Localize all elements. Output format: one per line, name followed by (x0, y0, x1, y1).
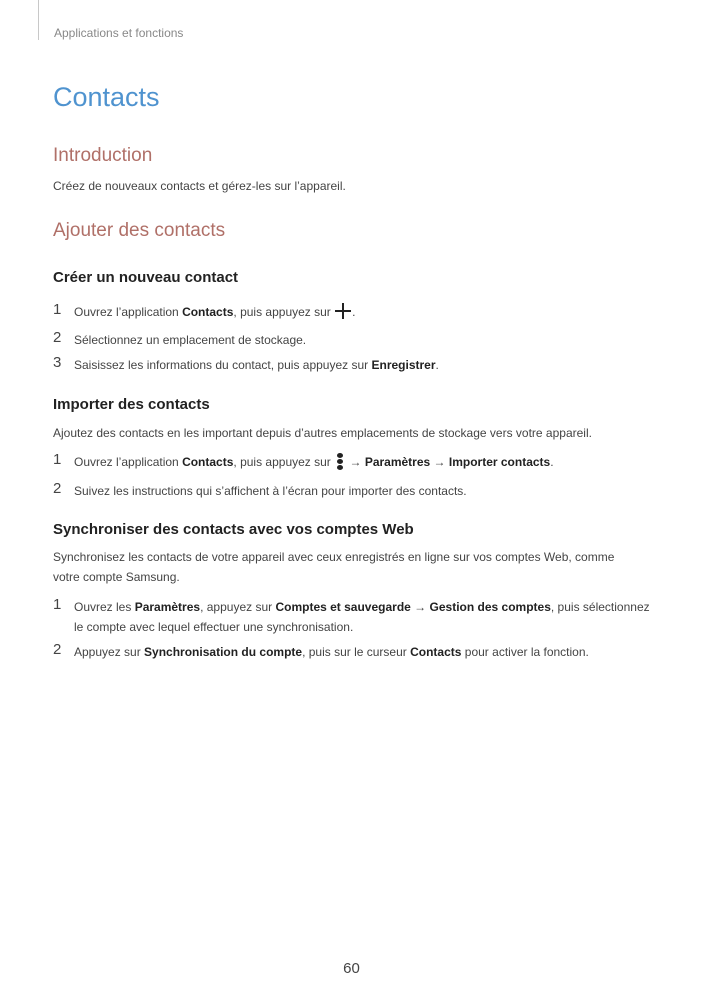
page-number: 60 (343, 960, 360, 977)
import-step-1: 1 Ouvrez l’application Contacts, puis appuyez sur → Paramètres → Importer contacts. (53, 451, 554, 469)
page-title: Contacts (53, 82, 160, 112)
add-contacts-heading: Ajouter des contacts (53, 220, 226, 241)
import-contacts-heading: Importer des contacts (53, 396, 210, 413)
import-step-2: 2 Suivez les instructions qui s’affichent à l’écran pour importer des contacts. (53, 480, 467, 498)
sync-text: Synchronisez les contacts de votre appareil avec ceux enregistrés en ligne sur vos comptes Web, comme votre compte Samsung. (53, 550, 615, 584)
sync-contacts-heading: Synchroniser des contacts avec vos comptes Web (53, 521, 414, 538)
create-step-3: 3 Saisissez les informations du contact, puis appuyez sur Enregistrer. (53, 354, 439, 372)
import-text: Ajoutez des contacts en les important depuis d’autres emplacements de stockage vers votre appareil. (53, 426, 592, 440)
sync-step-2: 2 Appuyez sur Synchronisation du compte, puis sur le curseur Contacts pour activer la fonction. (53, 641, 589, 659)
create-step-2: 2 Sélectionnez un emplacement de stockage. (53, 329, 307, 347)
step-number: 1 (53, 301, 62, 318)
plus-icon (335, 303, 351, 319)
create-contact-heading: Créer un nouveau contact (53, 269, 239, 286)
step-number: 3 (53, 354, 62, 371)
sync-step-1: 1 Ouvrez les Paramètres, appuyez sur Comptes et sauvegarde → Gestion des comptes, puis sélectionnez le compte avec lequel effectuer une synchronisation. (53, 596, 650, 634)
step-number: 1 (53, 451, 62, 468)
step-number: 2 (53, 329, 62, 346)
introduction-heading: Introduction (53, 145, 153, 166)
margin-rule (38, 0, 39, 40)
running-header: Applications et fonctions (54, 26, 184, 40)
more-options-icon (337, 453, 343, 471)
create-step-1: 1 Ouvrez l’application Contacts, puis appuyez sur . (53, 301, 356, 319)
step-number: 1 (53, 596, 62, 613)
introduction-text: Créez de nouveaux contacts et gérez-les sur l’appareil. (53, 179, 346, 193)
step-number: 2 (53, 641, 62, 658)
step-number: 2 (53, 480, 62, 497)
